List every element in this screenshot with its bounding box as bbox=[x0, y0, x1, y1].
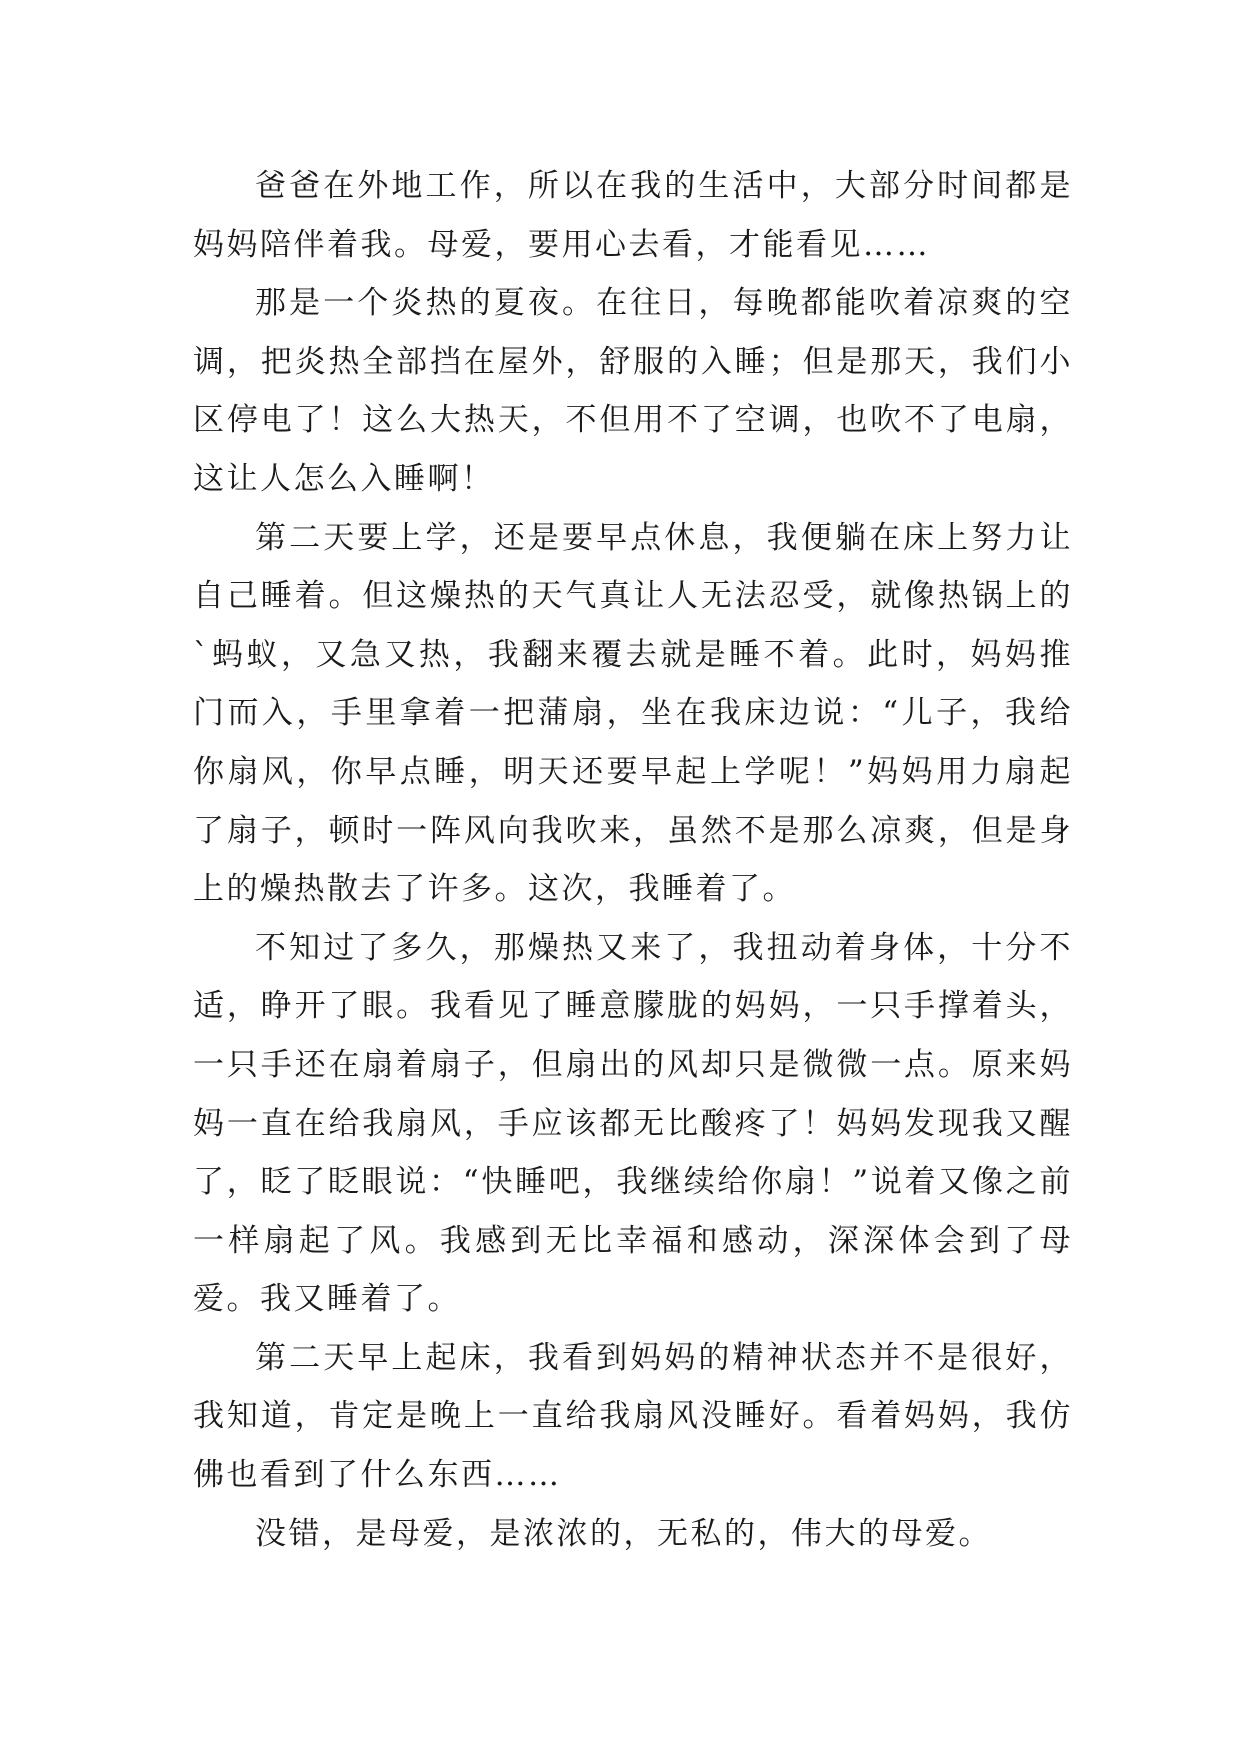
paragraph-1: 爸爸在外地工作，所以在我的生活中，大部分时间都是妈妈陪伴着我。母爱，要用心去看，才能看见…… bbox=[193, 168, 1073, 263]
essay-body bbox=[193, 157, 1073, 1563]
paragraph-5: 第二天早上起床，我看到妈妈的精神状态并不是很好，我知道，肯定是晚上一直给我扇风没睡好。看着妈妈，我仿佛也看到了什么东西…… bbox=[193, 1339, 1073, 1494]
paragraph-4: 不知过了多久，那燥热又来了，我扭动着身体，十分不适，睁开了眼。我看见了睡意朦胧的妈妈，一只手撑着头，一只手还在扇着扇子，但扇出的风却只是微微一点。原来妈妈一直在给我扇风，手应该都无比酸疼了！妈妈发现我又醒了，眨了眨眼说：“快睡吧，我继续给你扇！”说着又像之前一样扇起了风。我感到无比幸福和感动，深深体会到了母爱。我又睡着了。 bbox=[193, 929, 1073, 1318]
paragraph-2: 那是一个炎热的夏夜。在往日，每晚都能吹着凉爽的空调，把炎热全部挡在屋外，舒服的入睡；但是那天，我们小区停电了！这么大热天，不但用不了空调，也吹不了电扇，这让人怎么入睡啊！ bbox=[193, 285, 1073, 497]
paragraph-3: 第二天要上学，还是要早点休息，我便躺在床上努力让自己睡着。但这燥热的天气真让人无法忍受，就像热锅上的`蚂蚁，又急又热，我翻来覆去就是睡不着。此时，妈妈推门而入，手里拿着一把蒲扇，坐在我床边说：“儿子，我给你扇风，你早点睡，明天还要早起上学呢！”妈妈用力扇起了扇子，顿时一阵风向我吹来，虽然不是那么凉爽，但是身上的燥热散去了许多。这次，我睡着了。 bbox=[193, 519, 1073, 908]
paragraph-6: 没错，是母爱，是浓浓的，无私的，伟大的母爱。 bbox=[255, 1515, 992, 1552]
